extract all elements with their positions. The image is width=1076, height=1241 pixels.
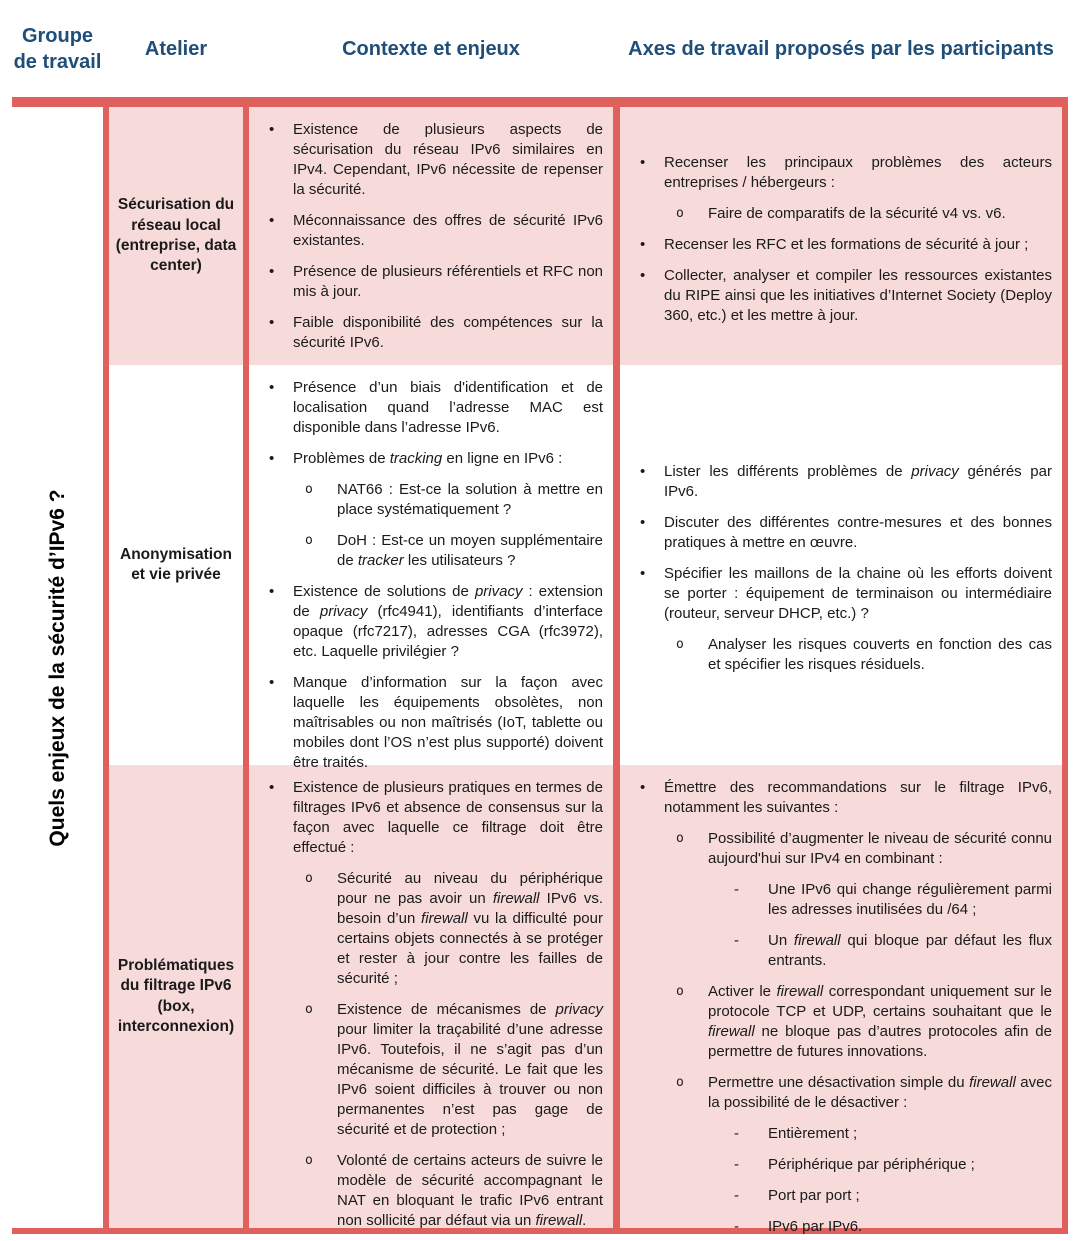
bullet-icon: • (269, 779, 275, 796)
list-item-text: Sécurité au niveau du périphérique pour ne pas avoir un firewall IPv6 vs. besoin d’un firewall vu la difficulté pour certains objets connectés à se protéger et rester à jour contre les failles de sécurité ; (337, 870, 603, 987)
circle-bullet-icon: o (305, 1153, 313, 1168)
atelier-column (109, 107, 243, 1228)
table-top-border (12, 97, 1068, 107)
list-item (261, 869, 603, 989)
list-item (632, 204, 1052, 224)
list-item (632, 462, 1052, 502)
list-item (632, 1155, 1052, 1175)
list-item-text: Méconnaissance des offres de sécurité IPv6 existantes. (293, 212, 603, 249)
dash-bullet-icon: - (734, 881, 739, 898)
circle-bullet-icon: o (676, 984, 684, 999)
contexte-cell-row1 (249, 107, 613, 365)
contexte-column (249, 107, 613, 1228)
list-item (632, 1124, 1052, 1144)
bullet-icon: • (269, 212, 275, 229)
table-right-border (1062, 107, 1068, 1228)
list-item-text: Spécifier les maillons de la chaine où les efforts doivent se porter : équipement de terminaison ou intermédiaire (routeur, serveur DHCP, etc.) ? (664, 565, 1052, 622)
list-item-text: Présence d’un biais d'identification et de localisation quand l’adresse MAC est disponible dans l’adresse IPv6. (293, 379, 603, 436)
list-item-text: Possibilité d’augmenter le niveau de sécurité connu aujourd'hui sur IPv4 en combinant : (708, 830, 1052, 867)
dash-bullet-icon: - (734, 1187, 739, 1204)
list-item (632, 513, 1052, 553)
workshop-table (12, 0, 1068, 1234)
list-item-text: Existence de plusieurs aspects de sécurisation du réseau IPv6 similaires en IPv4. Cependant, IPv6 nécessite de repenser la sécurité. (293, 121, 603, 198)
list-item-text: Existence de mécanismes de privacy pour limiter la traçabilité d’une adresse IPv6. Toutefois, il ne s’agit pas d’un mécanisme de sécurité. Le fait que les IPv6 soient difficiles à trouver ou non permanentes n’est pas gage de sécurité et de protection ; (337, 1001, 603, 1138)
atelier-cell-problematiques: Problématiques du filtrage IPv6 (box, interconnexion) (109, 765, 243, 1228)
contexte-cell-row3 (249, 765, 613, 1228)
groupe-de-travail-column (12, 107, 103, 1228)
list-item-text: Recenser les principaux problèmes des acteurs entreprises / hébergeurs : (664, 154, 1052, 191)
bullet-icon: • (269, 674, 275, 691)
dash-bullet-icon: - (734, 1218, 739, 1235)
circle-bullet-icon: o (676, 206, 684, 221)
list-item (632, 778, 1052, 818)
circle-bullet-icon: o (305, 1002, 313, 1017)
header-axes-de-travail: Axes de travail proposés par les participants (628, 37, 1054, 60)
list-item-text: Port par port ; (768, 1187, 860, 1204)
contexte-cell-row2 (249, 365, 613, 771)
list-item-text: DoH : Est-ce un moyen supplémentaire de tracker les utilisateurs ? (337, 532, 603, 569)
list-item-text: Recenser les RFC et les formations de sécurité à jour ; (664, 236, 1029, 253)
list-item-text: Analyser les risques couverts en fonction des cas et spécifier les risques résiduels. (708, 636, 1052, 673)
header-contexte-et-enjeux: Contexte et enjeux (342, 37, 520, 60)
list-item (632, 235, 1052, 255)
atelier-cell-anonymisation: Anonymisation et vie privée (109, 365, 243, 765)
list-item (261, 262, 603, 302)
list-item (261, 673, 603, 773)
circle-bullet-icon: o (305, 533, 313, 548)
bullet-icon: • (269, 450, 275, 467)
bullet-icon: • (269, 583, 275, 600)
list-item-text: Existence de plusieurs pratiques en termes de filtrages IPv6 et absence de consensus sur la façon avec laquelle ce filtrage doit être effectué : (293, 779, 603, 856)
column-divider (613, 107, 620, 1228)
axes-cell-row2 (620, 365, 1062, 765)
list-item (632, 982, 1052, 1062)
bullet-icon: • (640, 565, 646, 582)
bullet-icon: • (640, 267, 646, 284)
list-item-text: Collecter, analyser et compiler les ressources existantes du RIPE ainsi que les initiatives d’Internet Society (Deploy 360, etc.) et les mettre à jour. (664, 267, 1052, 324)
list-item (632, 1186, 1052, 1206)
list-item (261, 480, 603, 520)
list-item (632, 829, 1052, 869)
list-item-text: NAT66 : Est-ce la solution à mettre en place systématiquement ? (337, 481, 603, 518)
list-item (261, 211, 603, 251)
bullet-icon: • (640, 236, 646, 253)
list-item (261, 1000, 603, 1140)
list-item-text: Activer le firewall correspondant uniquement sur le protocole TCP et UDP, certains souhaitant que le firewall ne bloque pas d’autres protocoles afin de permettre de futures innovations. (708, 983, 1052, 1060)
circle-bullet-icon: o (305, 482, 313, 497)
list-item-text: Lister les différents problèmes de privacy générés par IPv6. (664, 463, 1052, 500)
header-spacer (1062, 0, 1068, 97)
list-item (632, 1217, 1052, 1237)
list-item (632, 266, 1052, 326)
header-spacer (613, 0, 620, 97)
axes-cell-row1 (620, 107, 1062, 365)
list-item-text: Présence de plusieurs référentiels et RFC non mis à jour. (293, 263, 603, 300)
list-item-text: Faire de comparatifs de la sécurité v4 vs. v6. (708, 205, 1006, 222)
list-item-text: Un firewall qui bloque par défaut les flux entrants. (768, 932, 1053, 969)
list-item-text: Faible disponibilité des compétences sur la sécurité IPv6. (293, 314, 603, 351)
list-item (261, 120, 603, 200)
bullet-icon: • (269, 263, 275, 280)
list-item (632, 153, 1052, 193)
header-groupe-de-travail: Groupe de travail (13, 24, 102, 73)
circle-bullet-icon: o (676, 1075, 684, 1090)
list-item-text: Existence de solutions de privacy : extension de privacy (rfc4941), identifiants d’interface opaque (rfc7217), adresses CGA (rfc3972), etc. Laquelle privilégier ? (293, 583, 603, 660)
list-item (632, 880, 1052, 920)
atelier-cell-securisation: Sécurisation du réseau local (entreprise, data center) (109, 107, 243, 365)
list-item (261, 313, 603, 353)
list-item (261, 582, 603, 662)
list-item-text: Émettre des recommandations sur le filtrage IPv6, notamment les suivantes : (664, 779, 1052, 816)
circle-bullet-icon: o (676, 637, 684, 652)
list-item-text: Volonté de certains acteurs de suivre le modèle de sécurité accompagnant le NAT en bloquant le trafic IPv6 entrant non sollicité par défaut via un firewall. (337, 1152, 603, 1229)
list-item (632, 931, 1052, 971)
bullet-icon: • (640, 779, 646, 796)
list-item-text: Périphérique par périphérique ; (768, 1156, 975, 1173)
table-header (12, 0, 1068, 97)
circle-bullet-icon: o (676, 831, 684, 846)
list-item-text: Manque d’information sur la façon avec laquelle les équipements obsolètes, non maîtrisables ou non maîtrisés (IoT, tablette ou mobiles dont l’OS n’est plus supporté) doivent être traités. (293, 674, 603, 771)
header-atelier: Atelier (144, 37, 208, 60)
list-item-text: Une IPv6 qui change régulièrement parmi les adresses inutilisées du /64 ; (768, 881, 1052, 918)
list-item-text: IPv6 par IPv6. (768, 1218, 863, 1235)
list-item (632, 635, 1052, 675)
list-item (632, 1073, 1052, 1113)
list-item (261, 449, 603, 469)
dash-bullet-icon: - (734, 1125, 739, 1142)
list-item (261, 531, 603, 571)
dash-bullet-icon: - (734, 1156, 739, 1173)
list-item-text: Problèmes de tracking en ligne en IPv6 : (293, 450, 563, 467)
bullet-icon: • (269, 121, 275, 138)
bullet-icon: • (640, 154, 646, 171)
bullet-icon: • (640, 463, 646, 480)
list-item-text: Permettre une désactivation simple du firewall avec la possibilité de le désactiver : (708, 1074, 1052, 1111)
axes-column (620, 107, 1062, 1235)
dash-bullet-icon: - (734, 932, 739, 949)
list-item-text: Entièrement ; (768, 1125, 858, 1142)
list-item (632, 564, 1052, 624)
circle-bullet-icon: o (305, 871, 313, 886)
list-item (261, 778, 603, 858)
axes-cell-row3 (620, 765, 1062, 1235)
table-body (12, 107, 1068, 1235)
bullet-icon: • (640, 514, 646, 531)
group-label-rotated: Quels enjeux de la sécurité d’IPv6 ? (45, 488, 69, 847)
list-item (261, 1151, 603, 1231)
bullet-icon: • (269, 314, 275, 331)
list-item (261, 378, 603, 438)
list-item-text: Discuter des différentes contre-mesures et des bonnes pratiques à mettre en œuvre. (664, 514, 1052, 551)
bullet-icon: • (269, 379, 275, 396)
